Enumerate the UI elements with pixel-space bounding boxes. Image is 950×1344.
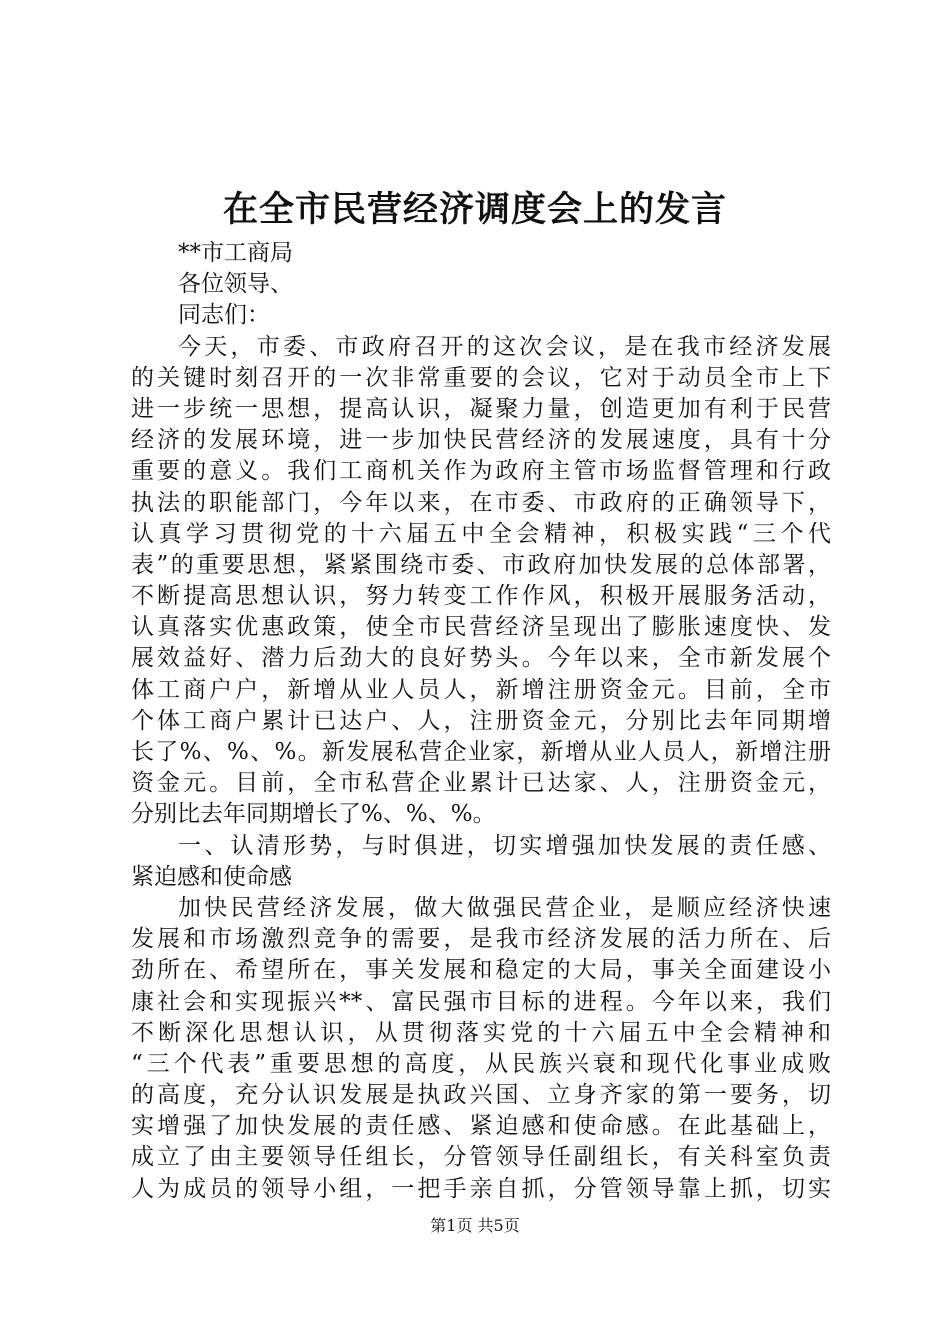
text-line: 人为成员的领导小组，一把手亲自抓，分管领导靠上抓，切实 [131, 1175, 831, 1202]
author-line: **市工商局 [178, 240, 293, 266]
text-line: 成立了由主要领导任组长，分管领导任副组长，有关科室负责 [131, 1144, 831, 1171]
text-line: 重要的意义。我们工商机关作为政府主管市场监督管理和行政 [131, 458, 831, 485]
text-line: 个体工商户累计已达户、人，注册资金元，分别比去年同期增 [131, 707, 831, 734]
paragraph-body [131, 893, 831, 1205]
text-line: 资金元。目前，全市私营企业累计已达家、人，注册资金元， [131, 770, 831, 797]
text-line: 不断提高思想认识，努力转变工作作风，积极开展服务活动， [131, 583, 831, 610]
salutation-line: 同志们： [178, 302, 270, 329]
text-line: 紧迫感和使命感 [131, 863, 292, 890]
text-line: 分别比去年同期增长了%、%、%。 [131, 801, 496, 828]
text-line: 执法的职能部门，今年以来，在市委、市政府的正确领导下， [131, 489, 831, 516]
text-line: 进一步统一思想，提高认识，凝聚力量，创造更加有利于民营 [131, 395, 831, 422]
text-line: 长了%、%、%。新发展私营企业家，新增从业人员人，新增注册 [131, 739, 831, 765]
text-line: 认真落实优惠政策，使全市民营经济呈现出了膨胀速度快、发 [131, 614, 831, 641]
text-line: 体工商户户，新增从业人员人，新增注册资金元。目前，全市 [131, 676, 831, 703]
text-line: 的关键时刻召开的一次非常重要的会议，它对于动员全市上下 [131, 364, 831, 391]
text-line: 劲所在、希望所在，事关发展和稳定的大局，事关全面建设小 [131, 957, 831, 984]
section-heading [131, 831, 831, 893]
document-title: 在全市民营经济调度会上的发言 [222, 189, 727, 230]
salutation-line: 各位领导、 [178, 271, 293, 298]
text-line: 的高度，充分认识发展是执政兴国、立身齐家的第一要务，切 [131, 1082, 831, 1109]
page-number: 第1页 共5页 [430, 1216, 520, 1235]
text-line: 表”的重要思想，紧紧围绕市委、市政府加快发展的总体部署， [131, 551, 831, 578]
text-line: 实增强了加快发展的责任感、紧迫感和使命感。在此基础上， [131, 1113, 831, 1140]
text-line: 经济的发展环境，进一步加快民营经济的发展速度，具有十分 [131, 427, 831, 454]
text-line: 今天，市委、市政府召开的这次会议，是在我市经济发展 [178, 333, 831, 360]
text-line: 一、认清形势，与时俱进，切实增强加快发展的责任感、 [178, 832, 831, 859]
text-line: 发展和市场激烈竞争的需要，是我市经济发展的活力所在、后 [131, 926, 831, 953]
text-line: 加快民营经济发展，做大做强民营企业，是顺应经济快速 [178, 894, 831, 921]
document-body [131, 238, 831, 1205]
text-line: 展效益好、潜力后劲大的良好势头。今年以来，全市新发展个 [131, 645, 831, 672]
text-line: 不断深化思想认识，从贯彻落实党的十六届五中全会精神和 [131, 1019, 831, 1046]
text-line: 康社会和实现振兴**、富民强市目标的进程。今年以来，我们 [131, 988, 831, 1015]
text-line: “三个代表”重要思想的高度，从民族兴衰和现代化事业成败 [131, 1050, 831, 1077]
text-line: 认真学习贯彻党的十六届五中全会精神，积极实践“三个代 [131, 520, 831, 547]
paragraph-intro [131, 332, 831, 831]
